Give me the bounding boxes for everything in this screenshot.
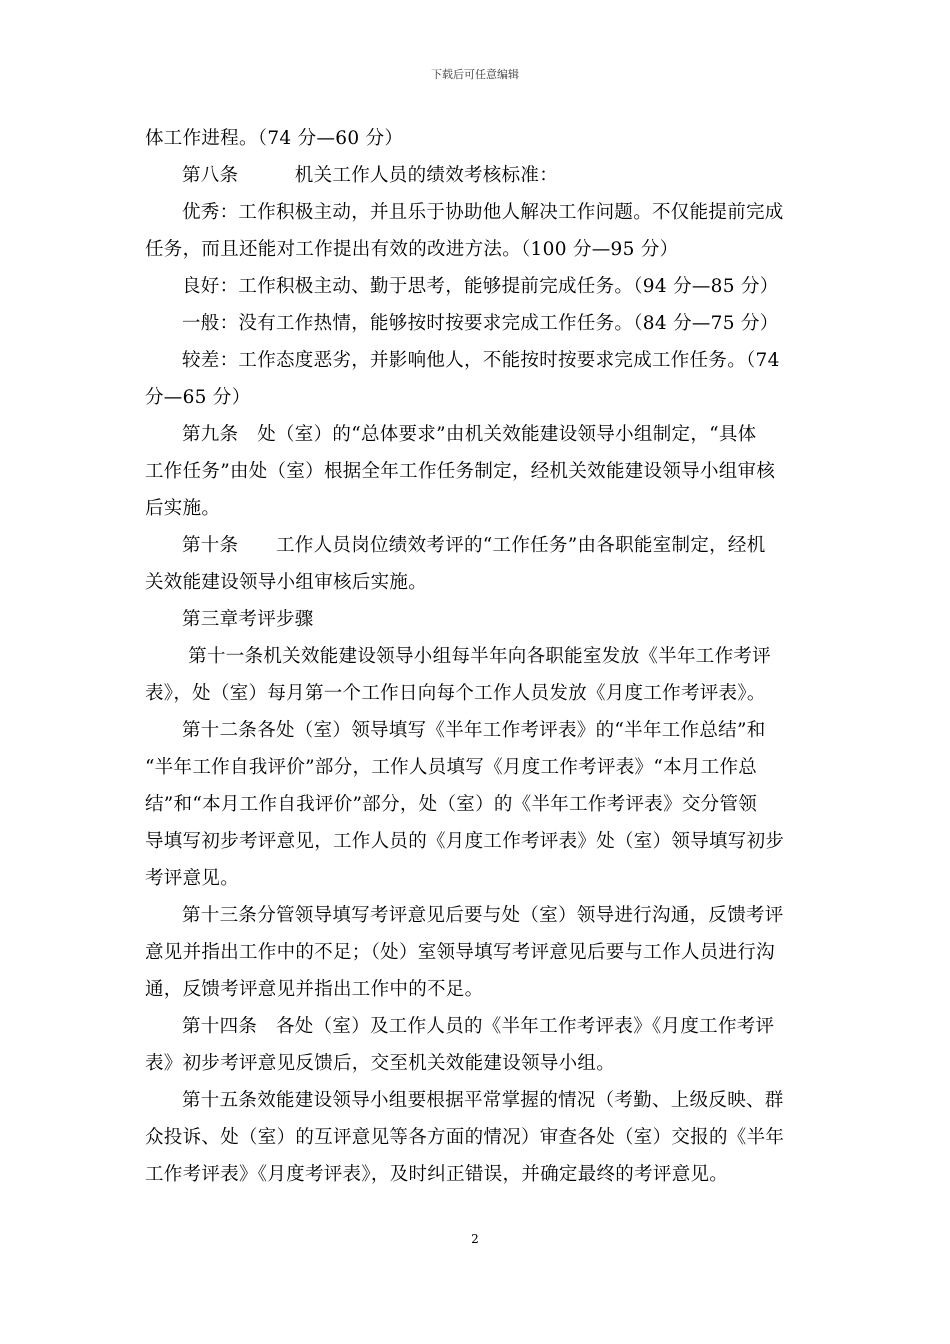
- document-line: 分—65 分）: [145, 387, 251, 408]
- document-line: 第十五条效能建设领导小组要根据平常掌握的情况（考勤、上级反映、群: [182, 1090, 784, 1111]
- document-line: 考评意见。: [145, 868, 240, 889]
- document-line: 一般：没有工作热情，能够按时按要求完成工作任务。（84 分—75 分）: [182, 313, 779, 334]
- document-line: 后实施。: [145, 498, 221, 519]
- document-line: 第十四条 各处（室）及工作人员的《半年工作考评表》《月度工作考评: [182, 1016, 775, 1037]
- document-line: 较差：工作态度恶劣，并影响他人，不能按时按要求完成工作任务。（74: [182, 350, 780, 371]
- document-line: 第十二条各处（室）领导填写《半年工作考评表》的“半年工作总结”和: [182, 720, 766, 741]
- document-line: 表》初步考评意见反馈后，交至机关效能建设领导小组。: [145, 1053, 616, 1074]
- document-line: 意见并指出工作中的不足；（处）室领导填写考评意见后要与工作人员进行沟: [145, 942, 775, 963]
- document-line: 第九条 处（室）的“总体要求”由机关效能建设领导小组制定，“具体: [182, 424, 757, 445]
- document-line: 通，反馈考评意见并指出工作中的不足。: [145, 979, 484, 1000]
- document-line: 第八条 机关工作人员的绩效考核标准：: [182, 165, 559, 186]
- page-number: 2: [471, 1232, 479, 1246]
- document-line: 表》，处（室）每月第一个工作日向每个工作人员发放《月度工作考评表》。: [145, 683, 766, 704]
- document-line: 第十一条机关效能建设领导小组每半年向各职能室发放《半年工作考评: [182, 646, 771, 667]
- document-line: 第三章考评步骤: [182, 609, 314, 630]
- document-line: 结”和“本月工作自我评价”部分，处（室）的《半年工作考评表》交分管领: [145, 794, 758, 815]
- document-line: 第十条 工作人员岗位绩效考评的“工作任务”由各职能室制定，经机: [182, 535, 766, 556]
- document-line: 工作任务”由处（室）根据全年工作任务制定，经机关效能建设领导小组审核: [145, 461, 776, 482]
- document-line: 体工作进程。（74 分—60 分）: [145, 128, 404, 149]
- document-line: 工作考评表》《月度考评表》，及时纠正错误，并确定最终的考评意见。: [145, 1164, 729, 1185]
- document-line: 良好：工作积极主动、勤于思考，能够提前完成任务。（94 分—85 分）: [182, 276, 779, 297]
- page-header: 下载后可任意编辑: [431, 68, 519, 81]
- document-line: 导填写初步考评意见，工作人员的《月度工作考评表》处（室）领导填写初步: [145, 831, 785, 852]
- document-line: 众投诉、处（室）的互评意见等各方面的情况）审查各处（室）交报的《半年: [145, 1127, 785, 1148]
- document-line: “半年工作自我评价”部分，工作人员填写《月度工作考评表》“本月工作总: [145, 757, 758, 778]
- document-line: 任务，而且还能对工作提出有效的改进方法。（100 分—95 分）: [145, 239, 679, 260]
- document-body: [145, 120, 810, 1193]
- document-line: 第十三条分管领导填写考评意见后要与处（室）领导进行沟通，反馈考评: [182, 905, 784, 926]
- document-line: 优秀：工作积极主动，并且乐于协助他人解决工作问题。不仅能提前完成: [182, 202, 784, 223]
- document-line: 关效能建设领导小组审核后实施。: [145, 572, 428, 593]
